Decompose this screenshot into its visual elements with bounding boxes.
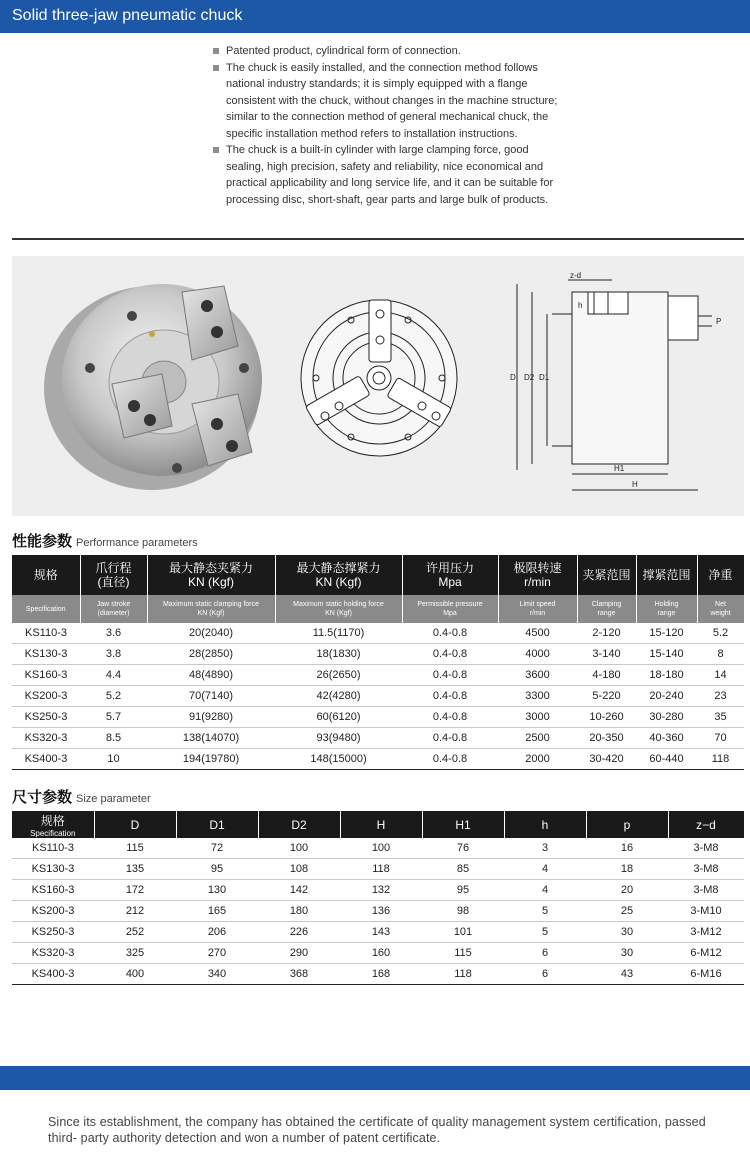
- bullet-item: The chuck is a built-in cylinder with large clamping force, good sealing, high precision, safety and reliability, nice economical and practical applicability and long service life, and it can be suitable for processing disc, short-shaft, gear parts and large bulk of products.: [212, 142, 564, 208]
- table-row: KS130-3 3.8 28(2850) 18(1830) 0.4-0.8 4000 3-140 15-140 8: [12, 644, 744, 665]
- size-header-row: [12, 811, 744, 838]
- label-h: h: [578, 301, 583, 310]
- size-header: H1: [422, 811, 504, 838]
- perf-header: 许用压力 Mpa: [402, 555, 498, 595]
- performance-heading: 性能参数 Performance parameters: [12, 533, 198, 550]
- size-header: D1: [176, 811, 258, 838]
- table-row: KS200-3 212 165 180 136 98 5 25 3-M10: [12, 901, 744, 922]
- perf-header: 最大静态夹紧力 KN (Kgf): [147, 555, 275, 595]
- product-figure-panel: [12, 256, 744, 516]
- perf-subheader: Maximum static clamping force KN (Kgf): [147, 595, 275, 623]
- perf-header: 爪行程 (直径): [80, 555, 147, 595]
- size-header-spec: 规格 Specification: [12, 811, 94, 838]
- perf-header: 规格: [12, 555, 80, 595]
- size-header: D: [94, 811, 176, 838]
- label-h1: H1: [614, 464, 625, 473]
- label-z-d: z-d: [570, 271, 582, 280]
- table-row: KS400-3 10 194(19780) 148(15000) 0.4-0.8 2000 30-420 60-440 118: [12, 749, 744, 770]
- intro-bullets: [212, 43, 564, 208]
- perf-header: 最大静态撑紧力 KN (Kgf): [275, 555, 402, 595]
- table-row: KS200-3 5.2 70(7140) 42(4280) 0.4-0.8 3300 5-220 20-240 23: [12, 686, 744, 707]
- size-header: D2: [258, 811, 340, 838]
- size-header: z−d: [668, 811, 744, 838]
- perf-header: 极限转速 r/min: [498, 555, 577, 595]
- perf-subheader: Net weight: [697, 595, 744, 623]
- square-bullet-icon: [213, 65, 219, 71]
- square-bullet-icon: [213, 147, 219, 153]
- perf-header: 撑紧范围: [636, 555, 697, 595]
- square-bullet-icon: [213, 48, 219, 54]
- label-p: P: [716, 317, 722, 326]
- perf-subheader: Permissible pressure Mpa: [402, 595, 498, 623]
- perf-header: 净重: [697, 555, 744, 595]
- perf-subheader: Clamping range: [577, 595, 636, 623]
- size-header: h: [504, 811, 586, 838]
- label-big-h: H: [632, 480, 638, 489]
- chuck-photo: [44, 284, 262, 490]
- table-row: KS250-3 252 206 226 143 101 5 30 3-M12: [12, 922, 744, 943]
- table-row: KS160-3 172 130 142 132 95 4 20 3-M8: [12, 880, 744, 901]
- size-heading: 尺寸参数 Size parameter: [12, 789, 151, 806]
- title-bar: [0, 0, 750, 33]
- side-view-drawing: [517, 280, 712, 490]
- table-row: KS130-3 135 95 108 118 85 4 18 3-M8: [12, 859, 744, 880]
- perf-subheader: Specification: [12, 595, 80, 623]
- perf-subheader: Limit speed r/min: [498, 595, 577, 623]
- table-row: KS160-3 4.4 48(4890) 26(2650) 0.4-0.8 3600 4-180 18-180 14: [12, 665, 744, 686]
- bullet-item: Patented product, cylindrical form of connection.: [212, 43, 564, 60]
- divider: [12, 238, 744, 240]
- footer-text: Since its establishment, the company has obtained the certificate of quality management system certification, passed third- party authority detection and won a number of patent certificate.: [48, 1115, 706, 1145]
- label-d1: D1: [539, 373, 550, 382]
- table-row: KS110-3 115 72 100 100 76 3 16 3-M8: [12, 838, 744, 859]
- perf-header-zh-row: [12, 555, 744, 595]
- perf-subheader: Jaw stroke (diameter): [80, 595, 147, 623]
- table-row: KS320-3 325 270 290 160 115 6 30 6-M12: [12, 943, 744, 964]
- perf-header: 夹紧范围: [577, 555, 636, 595]
- page-title: Solid three-jaw pneumatic chuck: [12, 7, 243, 24]
- size-header: H: [340, 811, 422, 838]
- table-row: KS250-3 5.7 91(9280) 60(6120) 0.4-0.8 3000 10-260 30-280 35: [12, 707, 744, 728]
- table-row: KS320-3 8.5 138(14070) 93(9480) 0.4-0.8 2500 20-350 40-360 70: [12, 728, 744, 749]
- chuck-drawings: [12, 256, 744, 516]
- size-table: [12, 811, 745, 985]
- footer-bar: [0, 1066, 750, 1090]
- label-d2: D2: [524, 373, 535, 382]
- performance-table: [12, 555, 745, 770]
- perf-subheader: Holding range: [636, 595, 697, 623]
- perf-header-en-row: [12, 595, 744, 623]
- front-view-drawing: [301, 300, 457, 456]
- table-row: KS110-3 3.6 20(2040) 11.5(1170) 0.4-0.8 4500 2-120 15-120 5.2: [12, 623, 744, 644]
- label-d: D: [510, 373, 516, 382]
- perf-subheader: Maximum static holding force KN (Kgf): [275, 595, 402, 623]
- bullet-item: The chuck is easily installed, and the connection method follows national industry standards; it is simply equipped with a flange consistent with the chuck, without changes in the machine structure; similar to the connection method of general mechanical chuck, the specific installation method refers to installation instructions.: [212, 60, 564, 143]
- size-header: p: [586, 811, 668, 838]
- table-row: KS400-3 400 340 368 168 118 6 43 6-M16: [12, 964, 744, 985]
